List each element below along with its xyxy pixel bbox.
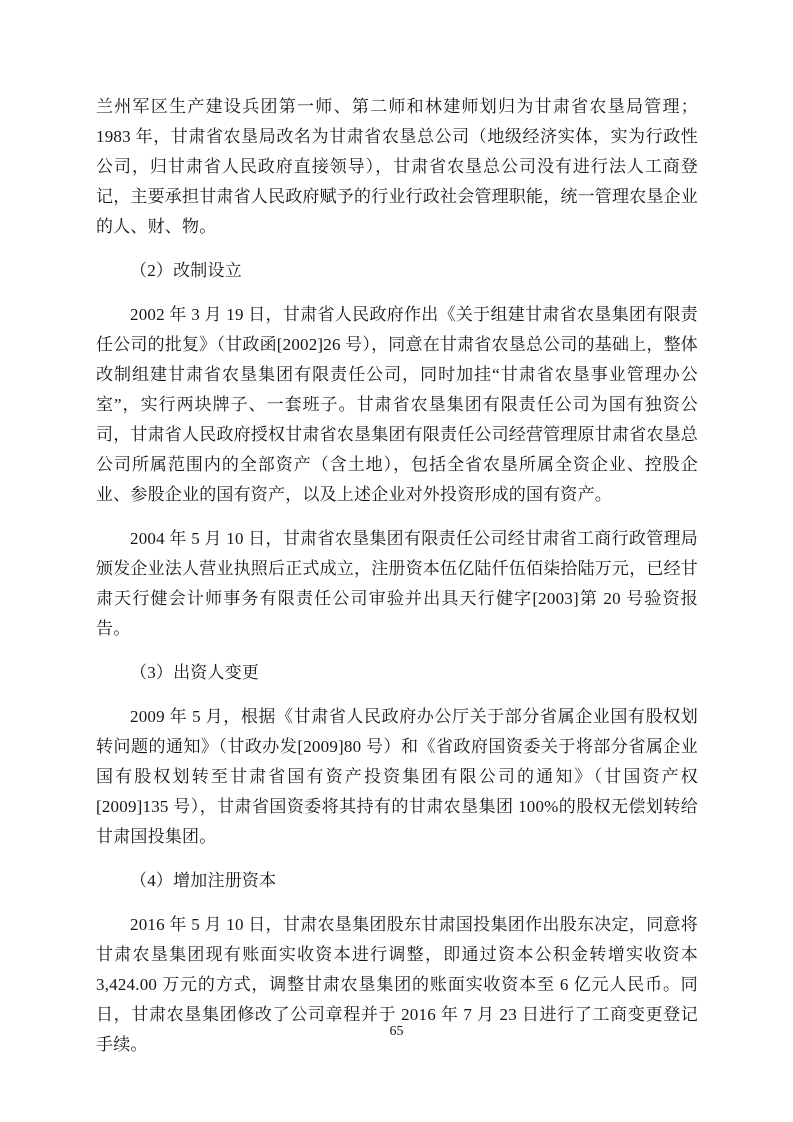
page-footer	[0, 1022, 793, 1042]
paragraph-2002-approval: 2002 年 3 月 19 日，甘肃省人民政府作出《关于组建甘肃省农垦集团有限责任公司的批复》（甘政函[2002]26 号），同意在甘肃省农垦总公司的基础上，整体改制组建甘肃省农垦集团有限责任公司，同时加挂“甘肃省农垦事业管理办公室”，实行两块牌子、一套班子。甘肃省农垦集团有限责任公司为国有独资公司，甘肃省人民政府授权甘肃省农垦集团有限责任公司经营管理原甘肃省农垦总公司所属范围内的全部资产（含土地），包括全省农垦所属全资企业、控股企业、参股企业的国有资产，以及上述企业对外投资形成的国有资产。	[96, 305, 698, 504]
paragraph-2016-capital-adjustment: 2016 年 5 月 10 日，甘肃农垦集团股东甘肃国投集团作出股东决定，同意将甘肃农垦集团现有账面实收资本进行调整，即通过资本公积金转增实收资本 3,424.00 万元的方式，调整甘肃农垦集团的账面实收资本至 6 亿元人民币。同日，甘肃农垦集团修改了公司章程并于 2016 年 7 月 23 日进行了工商变更登记手续。	[96, 915, 698, 1054]
paragraph-2009-equity-transfer: 2009 年 5 月，根据《甘肃省人民政府办公厅关于部分省属企业国有股权划转问题的通知》（甘政办发[2009]80 号）和《省政府国资委关于将部分省属企业国有股权划转至甘肃省国有资产投资集团有限公司的通知》（甘国资产权[2009]135 号），甘肃省国资委将其持有的甘肃农垦集团 100%的股权无偿划转给甘肃国投集团。	[96, 707, 698, 846]
heading-registered-capital-increase: （4）增加注册资本	[130, 871, 277, 890]
paragraph-history-1983: 兰州军区生产建设兵团第一师、第二师和林建师划归为甘肃省农垦局管理；1983 年，甘肃省农垦局改名为甘肃省农垦总公司（地级经济实体，实为行政性公司，归甘肃省人民政府直接领导），甘肃省农垦总公司没有进行法人工商登记，主要承担甘肃省人民政府赋予的行业行政社会管理职能，统一管理农垦企业的人、财、物。	[96, 97, 698, 236]
heading-restructuring-establishment: （2）改制设立	[130, 261, 242, 280]
page-number: 65	[389, 1024, 404, 1039]
paragraph-2004-registration: 2004 年 5 月 10 日，甘肃省农垦集团有限责任公司经甘肃省工商行政管理局颁发企业法人营业执照后正式成立，注册资本伍亿陆仟伍佰柒拾陆万元，已经甘肃天行健会计师事务有限责任公司审验并出具天行健字[2003]第 20 号验资报告。	[96, 529, 698, 638]
heading-investor-change: （3）出资人变更	[130, 663, 260, 682]
document-body	[96, 92, 698, 1074]
